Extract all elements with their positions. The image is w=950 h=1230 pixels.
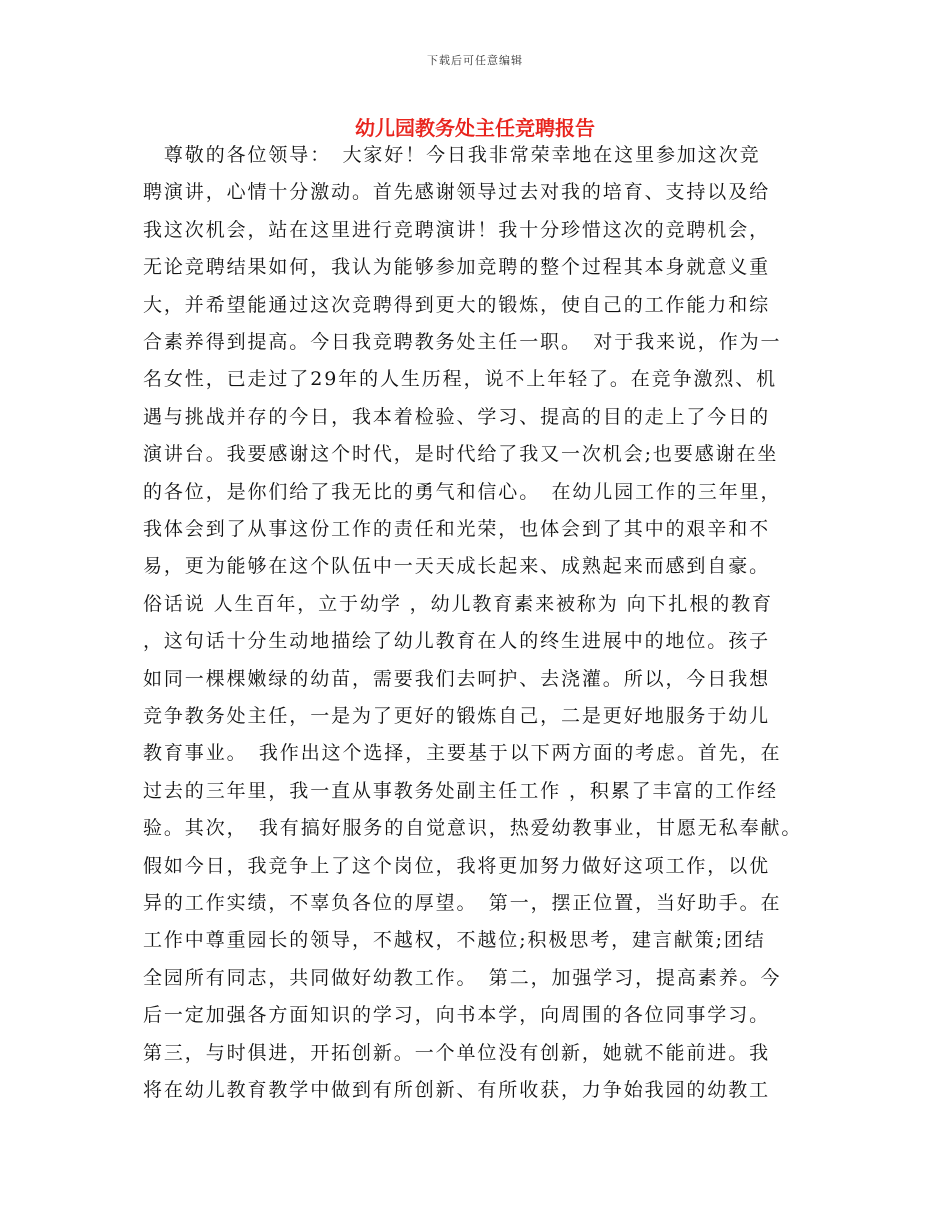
body-line: 工作中尊重园长的领导，不越权，不越位;积极思考，建言献策;团结 xyxy=(143,929,766,952)
body-line: 我这次机会，站在这里进行竞聘演讲！我十分珍惜这次的竞聘机会， xyxy=(143,218,771,241)
body-line: 我体会到了从事这份工作的责任和光荣，也体会到了其中的艰辛和不 xyxy=(143,518,771,540)
body-line: 如同一棵棵嫩绿的幼苗，需要我们去呵护、去浇灌。所以，今日我想 xyxy=(143,667,771,690)
body-line: ，这句话十分生动地描绘了幼儿教育在人的终生进展中的地位。孩子 xyxy=(143,630,771,653)
body-line: 后一定加强各方面知识的学习，向书本学，向周围的各位同事学习。 xyxy=(143,1004,771,1027)
body-line: 全园所有同志，共同做好幼教工作。 第二，加强学习，提高素养。今 xyxy=(143,966,782,989)
body-line: 无论竞聘结果如何，我认为能够参加竞聘的整个过程其本身就意义重 xyxy=(143,256,771,279)
body-line: 易，更为能够在这个队伍中一天天成长起来、成熟起来而感到自豪。 xyxy=(143,555,771,578)
body-line: 名女性，已走过了29年的人生历程，说不上年轻了。在竞争激烈、机 xyxy=(143,368,778,391)
body-line: 演讲台。我要感谢这个时代，是时代给了我又一次机会;也要感谢在坐 xyxy=(143,443,779,466)
body-line: 尊敬的各位领导： 大家好！今日我非常荣幸地在这里参加这次竞 xyxy=(143,144,761,166)
body-line: 将在幼儿教育教学中做到有所创新、有所收获，力争始我园的幼教工 xyxy=(143,1079,771,1101)
body-line: 竞争教务处主任，一是为了更好的锻炼自己，二是更好地服务于幼儿 xyxy=(143,705,771,727)
body-line: 假如今日，我竞争上了这个岗位，我将更加努力做好这项工作，以优 xyxy=(143,854,771,877)
body-line: 合素养得到提高。今日我竞聘教务处主任一职。 对于我来说，作为一 xyxy=(143,331,782,353)
body-line: 俗话说 人生百年，立于幼学 ，幼儿教育素来被称为 向下扎根的教育 xyxy=(143,592,773,615)
body-line: 教育事业。 我作出这个选择，主要基于以下两方面的考虑。首先，在 xyxy=(143,742,782,765)
body-line: 过去的三年里，我一直从事教务处副主任工作 ，积累了丰富的工作经 xyxy=(143,779,778,802)
header-note: 下载后可任意编辑 xyxy=(427,54,523,67)
body-line: 的各位，是你们给了我无比的勇气和信心。 在幼儿园工作的三年里， xyxy=(143,480,782,503)
body-line: 第三，与时俱进，开拓创新。一个单位没有创新，她就不能前进。我 xyxy=(143,1041,771,1064)
body-line: 遇与挑战并存的今日，我本着检验、学习、提高的目的走上了今日的 xyxy=(143,405,771,428)
body-line: 聘演讲，心情十分激动。首先感谢领导过去对我的培育、支持以及给 xyxy=(143,181,771,204)
document-title: 幼儿园教务处主任竞聘报告 xyxy=(355,116,595,140)
body-line: 验。其次， 我有搞好服务的自觉意识，热爱幼教事业，甘愿无私奉献。 xyxy=(143,817,803,840)
body-line: 大，并希望能通过这次竞聘得到更大的锻炼，使自己的工作能力和综 xyxy=(143,293,771,316)
body-line: 异的工作实绩，不辜负各位的厚望。 第一，摆正位置，当好助手。在 xyxy=(143,892,782,914)
